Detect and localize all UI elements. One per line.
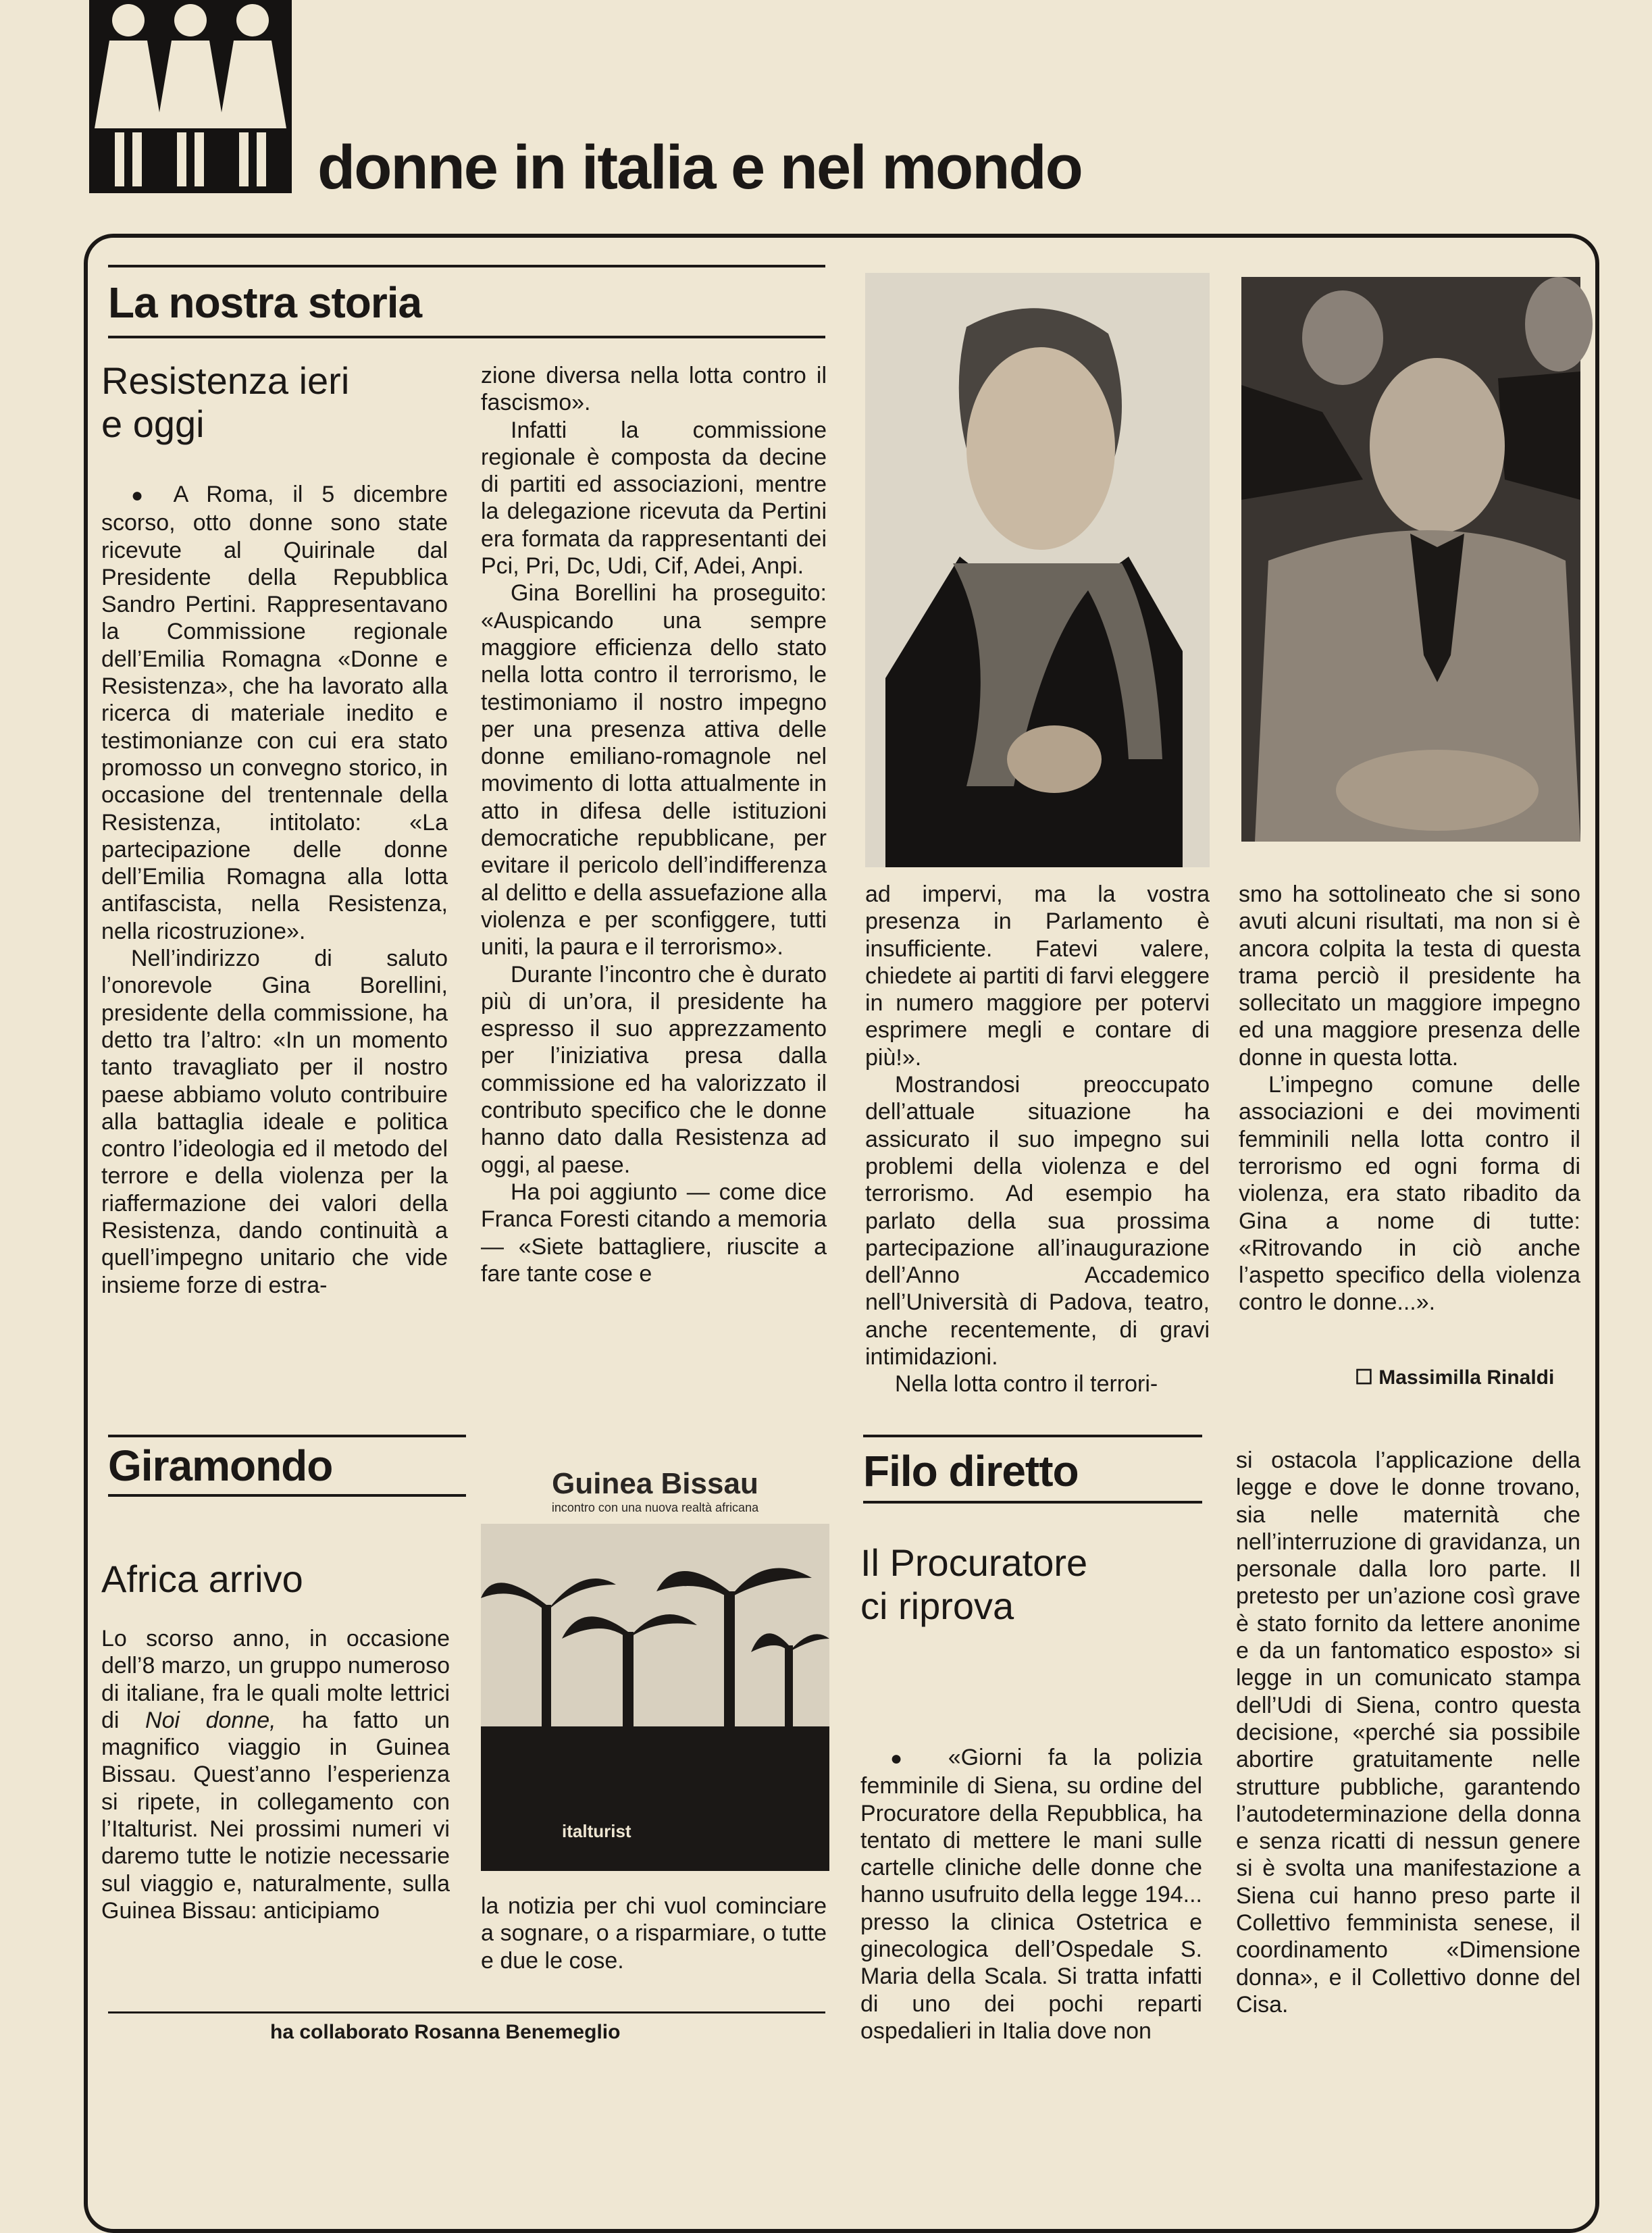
photo-gina-borellini [865,273,1210,867]
paragraph: zione diversa nella lotta contro il fascismo». [481,363,827,416]
text-run: Lo scorso anno, in occasione dell’8 marzo, un gruppo numeroso di italiane, fra le quali molte lettrici di [101,1626,450,1733]
credit-rule [108,2011,825,2013]
article-title [101,359,349,446]
square-icon: ☐ [1355,1366,1373,1389]
author-name: Massimilla Rinaldi [1378,1366,1555,1389]
poster-subtitle: incontro con una nuova realtà africana [551,1501,759,1514]
giramondo-column-1 [101,1625,450,1953]
paragraph: Nella lotta contro il terrori- [895,1371,1158,1397]
poster-brand: italturist [562,1821,631,1841]
section-heading-giramondo: Giramondo [108,1441,333,1490]
section-heading-storia: La nostra storia [108,278,422,327]
paragraph: si ostacola l’applicazione della legge e dove le donne trovano, sia nelle maternità che nell’interruzione di gravidanza, un personale dalla loro parte. Il pretesto per un’azione così grave è stato fornito da lettere anonime e da un fantomatico esposto» si legge in un comunicato stampa dell’Udi di Siena, contro questa decisione, «perché sia possibile abortire gratuitamente nelle strutture pubbliche, garantendo l’autodeterminazione della donna e senza ricatti di nessun genere si è svolta una manifestazione a Siena cui hanno preso parte il Collettivo femminista senese, il coordinamento «Dimensione donna», e il Collettivo donne del Cisa. [1236,1447,1580,2018]
bullet-icon: ● [890,1747,923,1770]
paragraph: Infatti la commissione regionale è composta da decine di partiti ed associazioni, mentre la delegazione ricevuta da Pertini era formata da rappresentanti dei Pci, Pri, Dc, Udi, Cif, Adei, Anpi. [481,417,827,580]
story-column-3 [865,881,1210,1397]
filo-column-2 [1236,1447,1580,2021]
poster-header [482,1467,828,1512]
paragraph: A Roma, il 5 dicembre scorso, otto donne sono state ricevute al Quirinale dal Presidente della Repubblica Sandro Pertini. Rappresentavano la Commissione regionale dell’Emilia Romagna «Donne e Resistenza», che ha lavorato alla ricerca di materiale inedito e testimonianze con cui era stato promosso un convegno storico, in occasione del trentennale della Resistenza, intitolato: «La partecipazione delle donne dell’Emilia Romagna alla lotta antifascista, nella Resistenza, nella ricostruzione». [101,482,448,944]
story-column-1 [101,481,448,1379]
title-line: Resistenza ieri [101,359,350,402]
magazine-name: Noi donne, [145,1707,276,1733]
paragraph: Nell’indirizzo di saluto l’onorevole Gina Borellini, presidente della commissione, ha detto tra l’altro: «In un momento tanto travagliato per il nostro paese abbiamo voluto contribuire alla battaglia ideale e politica contro l’ideologia ed il metodo del terrore e della violenza per la riaffermazione dei valori della Resistenza, dando continuità a quell’impegno unitario che vide insieme forze di estra- [101,946,448,1298]
title-line: Il Procuratore [860,1541,1088,1584]
title-line: ci riprova [860,1585,1014,1627]
story-column-4 [1239,881,1580,1347]
women-figures-logo [89,0,292,193]
header-rule [863,1435,1202,1437]
paragraph: Ha poi aggiunto — come dice Franca Foresti citando a memoria — «Siete battagliere, riuscite a fare tante cose e [481,1179,827,1287]
paragraph: «Giorni fa la polizia femminile di Siena, su ordine del Procuratore della Repubblica, ha tentato di mettere le mani sulle cartelle cliniche delle donne che hanno usufruito della legge 194... presso la clinica Ostetrica e ginecologica dell’Ospedale S. Maria della Scala. Si tratta infatti di uno dei pochi reparti ospedalieri in Italia dove non [860,1745,1202,2044]
poster-title: Guinea Bissau [552,1467,758,1500]
women-silhouettes-icon [89,0,292,193]
article-title [860,1541,1087,1628]
paragraph: Gina Borellini ha proseguito: «Auspicando una sempre maggiore efficienza dello stato nella lotta contro il terrorismo, le testimoniamo il nostro impegno per una presenza attiva delle donne emiliano-romagnole nel movimento di lotta attualmente in atto in difesa delle istituzioni democratiche repubblicane, per evitare il pericolo dell’indifferenza al delitto e della assuefazione alla violenza e per sconfiggere, tutti uniti, la paura e il terrorismo». [481,580,827,960]
paragraph: smo ha sottolineato che si sono avuti alcuni risultati, ma non si è ancora colpita la testa di questa trama perciò il presidente ha sollecitato un maggiore impegno ed una maggiore presenza delle donne in questa lotta. [1239,881,1580,1071]
giramondo-column-2 [481,1893,827,1974]
header-rule [108,336,825,338]
section-heading-filo: Filo diretto [863,1447,1079,1495]
header-rule [863,1501,1202,1504]
story-column-2 [481,362,827,1386]
photo-sandro-pertini [1241,277,1580,842]
title-line: e oggi [101,403,205,445]
header-rule [108,1435,466,1437]
filo-column-1 [860,1744,1202,2044]
paragraph: Mostrandosi preoccupato dell’attuale situazione ha assicurato il suo impegno sui problemi della violenza e del terrorismo. Ad esempio ha parlato della sua prossima partecipazione all’inaugurazione dell’Anno Accademico nell’Università di Padova, teatro, anche recentemente, di gravi intimidazioni. [865,1072,1210,1370]
credit-line: ha collaborato Rosanna Benemeglio [270,2021,621,2043]
header-rule [108,265,825,267]
paragraph: L’impegno comune delle associazioni e dei movimenti femminili nella lotta contro il terrorismo ed ogni forma di violenza, era stato ribadito da Gina a nome di tutte: «Ritrovando in ciò anche l’aspetto specifico della violenza contro le donne...». [1239,1072,1580,1316]
bullet-icon: ● [131,484,156,507]
header-rule [108,1494,466,1497]
paragraph: ad impervi, ma la vostra presenza in Parlamento è insufficiente. Fatevi valere, chiedete ai partiti di farvi eleggere in numero maggiore per potervi esprimere megli e contare di più!». [865,881,1210,1071]
section-title: donne in italia e nel mondo [317,133,1082,202]
article-title: Africa arrivo [101,1558,303,1600]
signature [1355,1366,1554,1389]
text-run: ha fatto un magnifico viaggio in Guinea Bissau. Quest’anno l’esperienza si ripete, in collegamento con l’Italturist. Nei prossimi numeri vi daremo tutte le notizie necessarie sul viaggio e, naturalmente, sulla Guinea Bissau: anticipiamo [101,1707,450,1924]
paragraph: la notizia per chi vuol cominciare a sognare, o a risparmiare, o tutte e due le cose. [481,1893,827,1974]
guinea-bissau-poster [481,1524,829,1871]
paragraph: Durante l’incontro che è durato più di un’ora, il presidente ha espresso il suo apprezzamento per l’iniziativa presa dalla commissione ed ha valorizzato il contributo specifico che le donne hanno dato dalla Resistenza ad oggi, al paese. [481,961,827,1178]
